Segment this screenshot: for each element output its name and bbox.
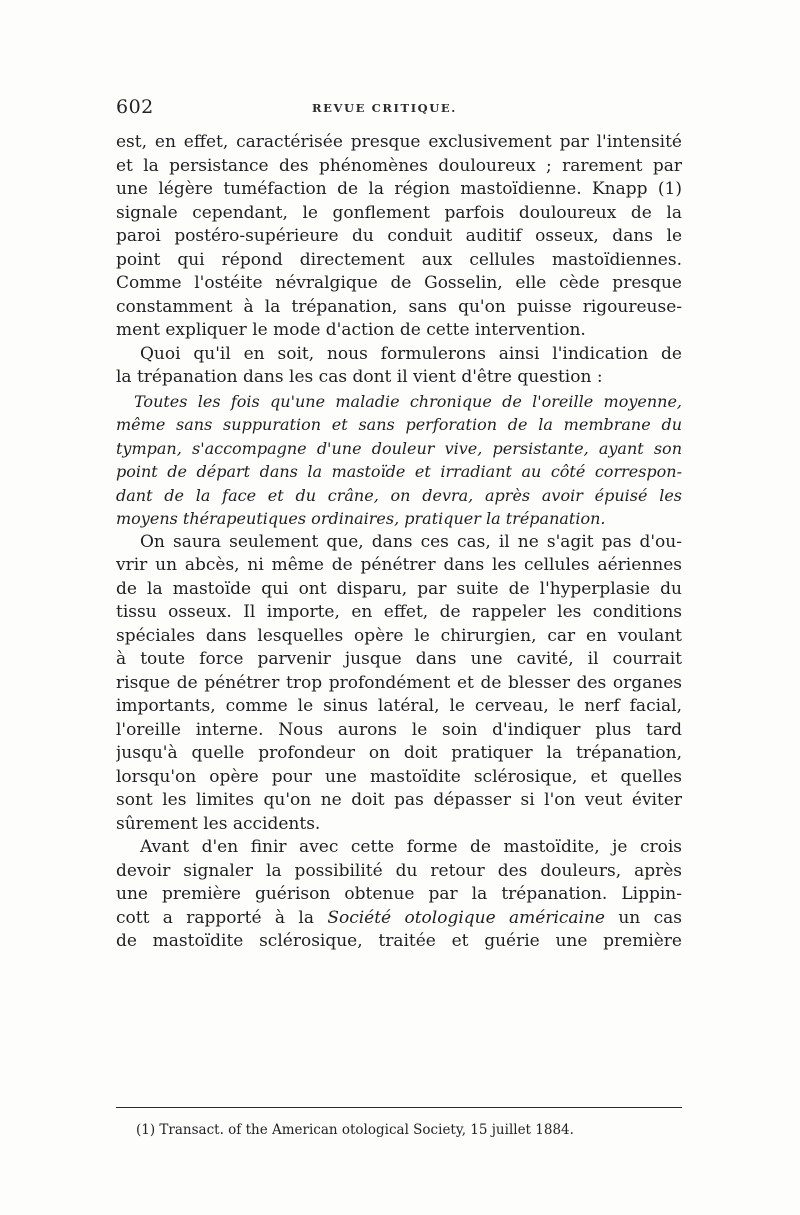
- text-line: et la persistance des phénomènes douloureux ; rarement par: [116, 155, 682, 176]
- text-line: sûrement les accidents.: [116, 813, 321, 834]
- text-span-italic: Société otologique américaine: [327, 907, 605, 928]
- text-line: de la mastoïde qui ont disparu, par suite de l'hyperplasie du: [116, 578, 682, 599]
- text-line: jusqu'à quelle profondeur on doit pratiquer la trépanation,: [116, 743, 682, 763]
- text-line: paroi postéro-supérieure du conduit auditif osseux, dans le: [116, 226, 682, 246]
- text-line-italic: moyens thérapeutiques ordinaires, pratiquer la trépanation.: [116, 509, 606, 528]
- footnote-rule: [116, 1107, 682, 1108]
- text-line: est, en effet, caractérisée presque exclusivement par l'intensité: [116, 132, 682, 152]
- text-line: importants, comme le sinus latéral, le cerveau, le nerf facial,: [116, 696, 682, 716]
- text-line: l'oreille interne. Nous aurons le soin d'indiquer plus tard: [116, 719, 682, 740]
- text-line: vrir un abcès, ni même de pénétrer dans les cellules aériennes: [116, 555, 682, 575]
- page-number: 602: [116, 96, 154, 118]
- text-line-italic: Toutes les fois qu'une maladie chronique de l'oreille moyenne,: [134, 391, 682, 411]
- text-line-italic: tympan, s'accompagne d'une douleur vive, persistante, ayant son: [116, 438, 682, 458]
- text-line: de mastoïdite sclérosique, traitée et guérie une première: [116, 931, 682, 951]
- text-line: sont les limites qu'on ne doit pas dépasser si l'on veut éviter: [116, 790, 682, 810]
- text-line-italic: même sans suppuration et sans perforation de la membrane du: [116, 415, 682, 434]
- text-line: une légère tuméfaction de la région mastoïdienne. Knapp (1): [116, 179, 682, 199]
- text-line: la trépanation dans les cas dont il vient d'être question :: [116, 367, 603, 387]
- text-line: Comme l'ostéite névralgique de Gosselin, elle cède presque: [116, 273, 682, 293]
- body-text: [116, 131, 682, 954]
- running-title: REVUE CRITIQUE.: [312, 101, 457, 115]
- text-line: risque de pénétrer trop profondément et de blesser des organes: [116, 672, 682, 693]
- text-line-italic: point de départ dans la mastoïde et irradiant au côté correspon-: [116, 462, 682, 481]
- text-line: devoir signaler la possibilité du retour des douleurs, après: [116, 860, 682, 881]
- text-line: tissu osseux. Il importe, en effet, de rappeler les conditions: [116, 602, 682, 622]
- text-line: lorsqu'on opère pour une mastoïdite sclérosique, et quelles: [116, 766, 682, 787]
- text-line-mixed: [116, 907, 682, 931]
- text-span: cott a rapporté à la: [116, 907, 314, 928]
- text-line: ment expliquer le mode d'action de cette intervention.: [116, 320, 586, 340]
- text-line: à toute force parvenir jusque dans une cavité, il courrait: [116, 649, 682, 669]
- text-line: Avant d'en finir avec cette forme de mastoïdite, je crois: [140, 837, 682, 857]
- text-line: point qui répond directement aux cellules mastoïdiennes.: [116, 249, 682, 270]
- footnote: (1) Transact. of the American otological Society, 15 juillet 1884.: [136, 1122, 574, 1138]
- text-line: On saura seulement que, dans ces cas, il ne s'agit pas d'ou-: [140, 531, 682, 552]
- text-line: une première guérison obtenue par la trépanation. Lippin-: [116, 884, 682, 904]
- text-line: signale cependant, le gonflement parfois douloureux de la: [116, 202, 682, 223]
- text-line: Quoi qu'il en soit, nous formulerons ainsi l'indication de: [140, 343, 682, 364]
- text-line: spéciales dans lesquelles opère le chirurgien, car en voulant: [116, 625, 682, 646]
- text-span: un cas: [618, 907, 682, 928]
- text-line-italic: dant de la face et du crâne, on devra, après avoir épuisé les: [116, 485, 682, 505]
- page-header: [116, 96, 682, 124]
- text-line: constamment à la trépanation, sans qu'on puisse rigoureuse-: [116, 296, 682, 317]
